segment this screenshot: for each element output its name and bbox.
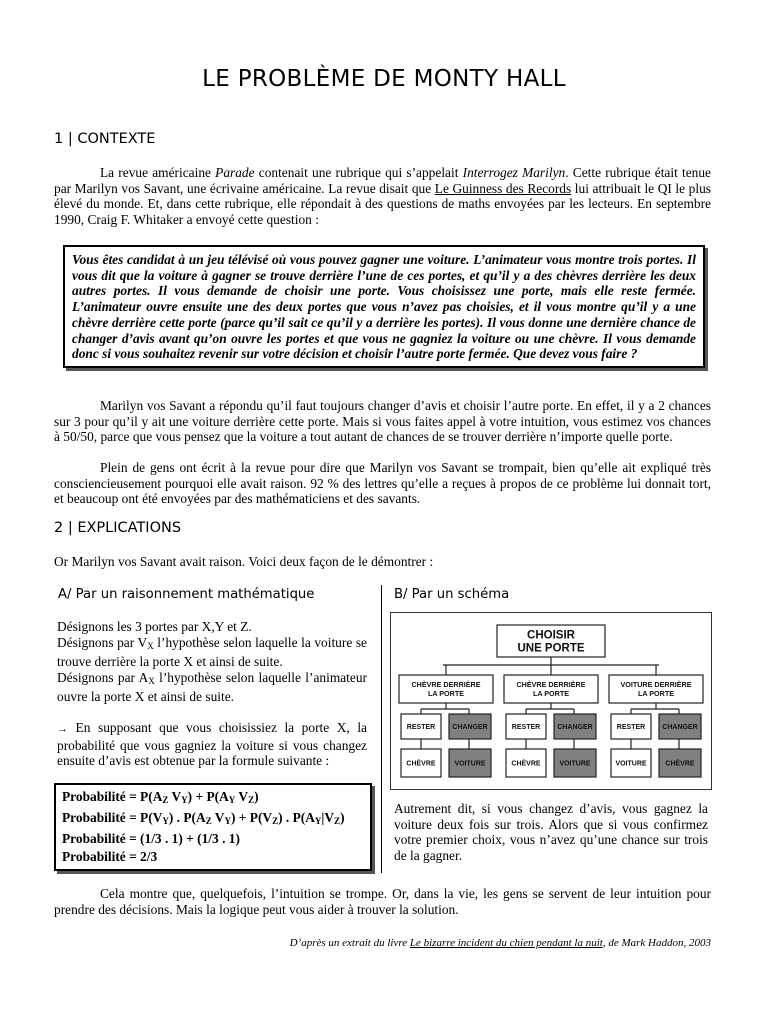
text-run: l’hypothèse selon laquelle la voiture se trouve derrière la porte X et ainsi de suite. (57, 634, 367, 670)
branch-node-text: LA PORTE (637, 688, 675, 698)
reaction-paragraph: Plein de gens ont écrit à la revue pour dire que Marilyn vos Savant se trompait, bien qu’elle ait expliqué très consciencieusement pourquoi elle avait raison. 92 % des lettres qu’elle a reçues à propos de ce problème lui donnait tort, et beaucoup ont été envoyées par des mathématiciens et des savants. (54, 460, 711, 507)
subscript: Y (162, 816, 169, 826)
formula-line-4: Probabilité = 2/3 (62, 849, 158, 864)
subscript: Z (162, 795, 169, 805)
stay-node-text: RESTER (406, 724, 436, 732)
text-run: En supposant que vous choisissiez la porte X, la probabilité que vous gagniez la voiture si vous changez ensuite d’avis est obtenue par la formule suivante : (57, 719, 367, 769)
stay-result-node-text: CHÈVRE (406, 760, 436, 768)
text-run: V (168, 789, 182, 804)
change-result-node-text: CHÈVRE (665, 760, 695, 768)
text-run: La revue américaine (100, 165, 216, 180)
explanations-intro: Or Marilyn vos Savant avait raison. Voici deux façon de le démontrer : (54, 554, 434, 569)
subscript: Z (272, 816, 279, 826)
section-heading-explanations: 2 | EXPLICATIONS (54, 520, 182, 536)
subscript: Z (334, 816, 341, 826)
change-result-node-text: VOITURE (454, 760, 486, 768)
subscript: Y (314, 816, 322, 826)
stay-result-node-text: CHÈVRE (511, 760, 541, 768)
subscript: Z (248, 795, 255, 805)
section-heading-context: 1 | CONTEXTE (54, 131, 156, 147)
text-run: D’après un extrait du livre (289, 937, 410, 949)
text-run: V (235, 789, 249, 804)
text-run: Désignons par V (57, 634, 148, 650)
question-quote-box: Vous êtes candidat à un jeu télévisé où vous pouvez gagner une voiture. L’animateur vous montre trois portes. Il vous dit que la voiture à gagner se trouve derrière l’une de ces portes, et qu’il y a des chèvres derrière les deux autres portes. Il vous demande de choisir une porte. Vous choisissez une porte, mais elle reste fermée. L’animateur ouvre ensuite une des deux portes que vous n’avez pas choisies, et il vous montre qu’il y a une chèvre derrière cette porte (parce qu’il sait ce qu’il y a derrière les portes). Il vous donne une dernière chance de changer d’avis avant qu’on ouvre les portes et que vous ne gagniez la voiture ou une chèvre. Il vous demande donc si vous souhaitez revenir sur votre décision et choisir l’autre porte fermée. Que devez vous faire ? (63, 245, 705, 368)
arrow-icon: → (57, 722, 68, 735)
change-node-text: CHANGER (662, 724, 698, 732)
probability-formula-box (54, 783, 372, 871)
subscript: Z (205, 816, 212, 826)
magazine-name: Parade (215, 165, 255, 180)
subscript: Y (181, 795, 188, 805)
text-run: ) + P(A (187, 789, 229, 804)
stay-result-node-text: VOITURE (615, 760, 647, 768)
subscript: X (148, 675, 155, 686)
v-definition (57, 635, 367, 670)
text-run: , de Mark Haddon, 2003 (602, 937, 711, 949)
text-run: lui attribuait le QI le plus élevé du monde. Et, dans cette rubrique, elle répondait à des questions de maths envoyées par les lecteurs. En septembre 1990, Craig F. Whitaker a envoyé cette question : (54, 180, 711, 227)
formula-line-2 (62, 809, 364, 830)
page-title: LE PROBLÈME DE MONTY HALL (202, 66, 566, 92)
diagram-caption: Autrement dit, si vous changez d’avis, vous gagnez la voiture deux fois sur trois. Alors que si vous confirmez votre premier choix, vous n’avez qu’une chance sur trois de la gagner. (394, 801, 708, 863)
decision-tree-diagram (390, 612, 712, 790)
stay-node-text: RESTER (616, 724, 646, 732)
book-title: Le bizarre incident du chien pendant la nuit (409, 937, 603, 949)
spacer (57, 705, 367, 720)
subscript: X (147, 640, 154, 651)
column-divider (381, 585, 382, 873)
text-run: l’hypothèse selon laquelle l’animateur ouvre la porte X et ainsi de suite. (57, 669, 367, 705)
formula-line-3: Probabilité = (1/3 . 1) + (1/3 . 1) (62, 831, 240, 846)
formula-intro (57, 720, 367, 769)
math-subheading: A/ Par un raisonnement mathématique (58, 587, 315, 602)
doors-definition: Désignons les 3 portes par X,Y et Z. (57, 619, 252, 634)
subscript: Y (224, 816, 231, 826)
branch-node-text: LA PORTE (427, 688, 465, 698)
answer-paragraph: Marilyn vos Savant a répondu qu’il faut toujours changer d’avis et choisir l’autre porte. En effet, il y a 2 chances sur 3 pour qu’il y ait une voiture derrière cette porte. Mais si vous faites appel à votre intuition, vous estimez vos chances à 50/50, parce que vous pensez que la voiture a tout autant de chances de se trouver derrière n’importe quelle porte. (54, 398, 711, 445)
source-citation (290, 937, 711, 949)
text-run: contenait une rubrique qui s’appelait (254, 165, 463, 180)
branch-node-text: LA PORTE (532, 688, 570, 698)
formula-line-1 (62, 788, 364, 809)
change-node-text: CHANGER (452, 724, 488, 732)
text-run: Probabilité = P(A (62, 789, 163, 804)
branch-node-text: VOITURE DERRIÈRE (620, 680, 692, 690)
text-run: Désignons par A (57, 669, 149, 685)
text-run: |V (321, 810, 335, 825)
root-node-text: CHOISIR (527, 629, 575, 642)
diagram-subheading: B/ Par un schéma (394, 587, 510, 602)
a-definition (57, 670, 367, 705)
text-run: . Cette rubrique était tenue par Marilyn vos Savant, une écrivaine américaine. La revue disait que (54, 165, 711, 196)
stay-node-text: RESTER (511, 724, 541, 732)
text-run: ) (254, 789, 259, 804)
math-reasoning (57, 619, 367, 769)
text-run: ) . P(A (168, 810, 206, 825)
guinness-link[interactable]: Le Guinness des Records (434, 180, 572, 196)
branch-node-text: CHÈVRE DERRIÈRE (516, 680, 586, 690)
subscript: Y (228, 795, 236, 805)
text-run: ) (340, 810, 345, 825)
text-run: V (211, 810, 225, 825)
context-paragraph (54, 165, 711, 227)
text-run: Probabilité = P(V (62, 810, 163, 825)
column-name: Interrogez Marilyn (462, 165, 566, 180)
conclusion-paragraph: Cela montre que, quelquefois, l’intuition se trompe. Or, dans la vie, les gens se servent de leur intuition pour prendre des décisions. Mais la logique peut vous aider à trouver la solution. (54, 886, 711, 917)
text-run: ) . P(A (278, 810, 315, 825)
decision-tree-svg (391, 613, 711, 789)
change-node-text: CHANGER (557, 724, 593, 732)
text-run: ) + P(V (230, 810, 273, 825)
branch-node-text: CHÈVRE DERRIÈRE (411, 680, 481, 690)
root-node-text: UNE PORTE (517, 642, 585, 655)
change-result-node-text: VOITURE (559, 760, 591, 768)
